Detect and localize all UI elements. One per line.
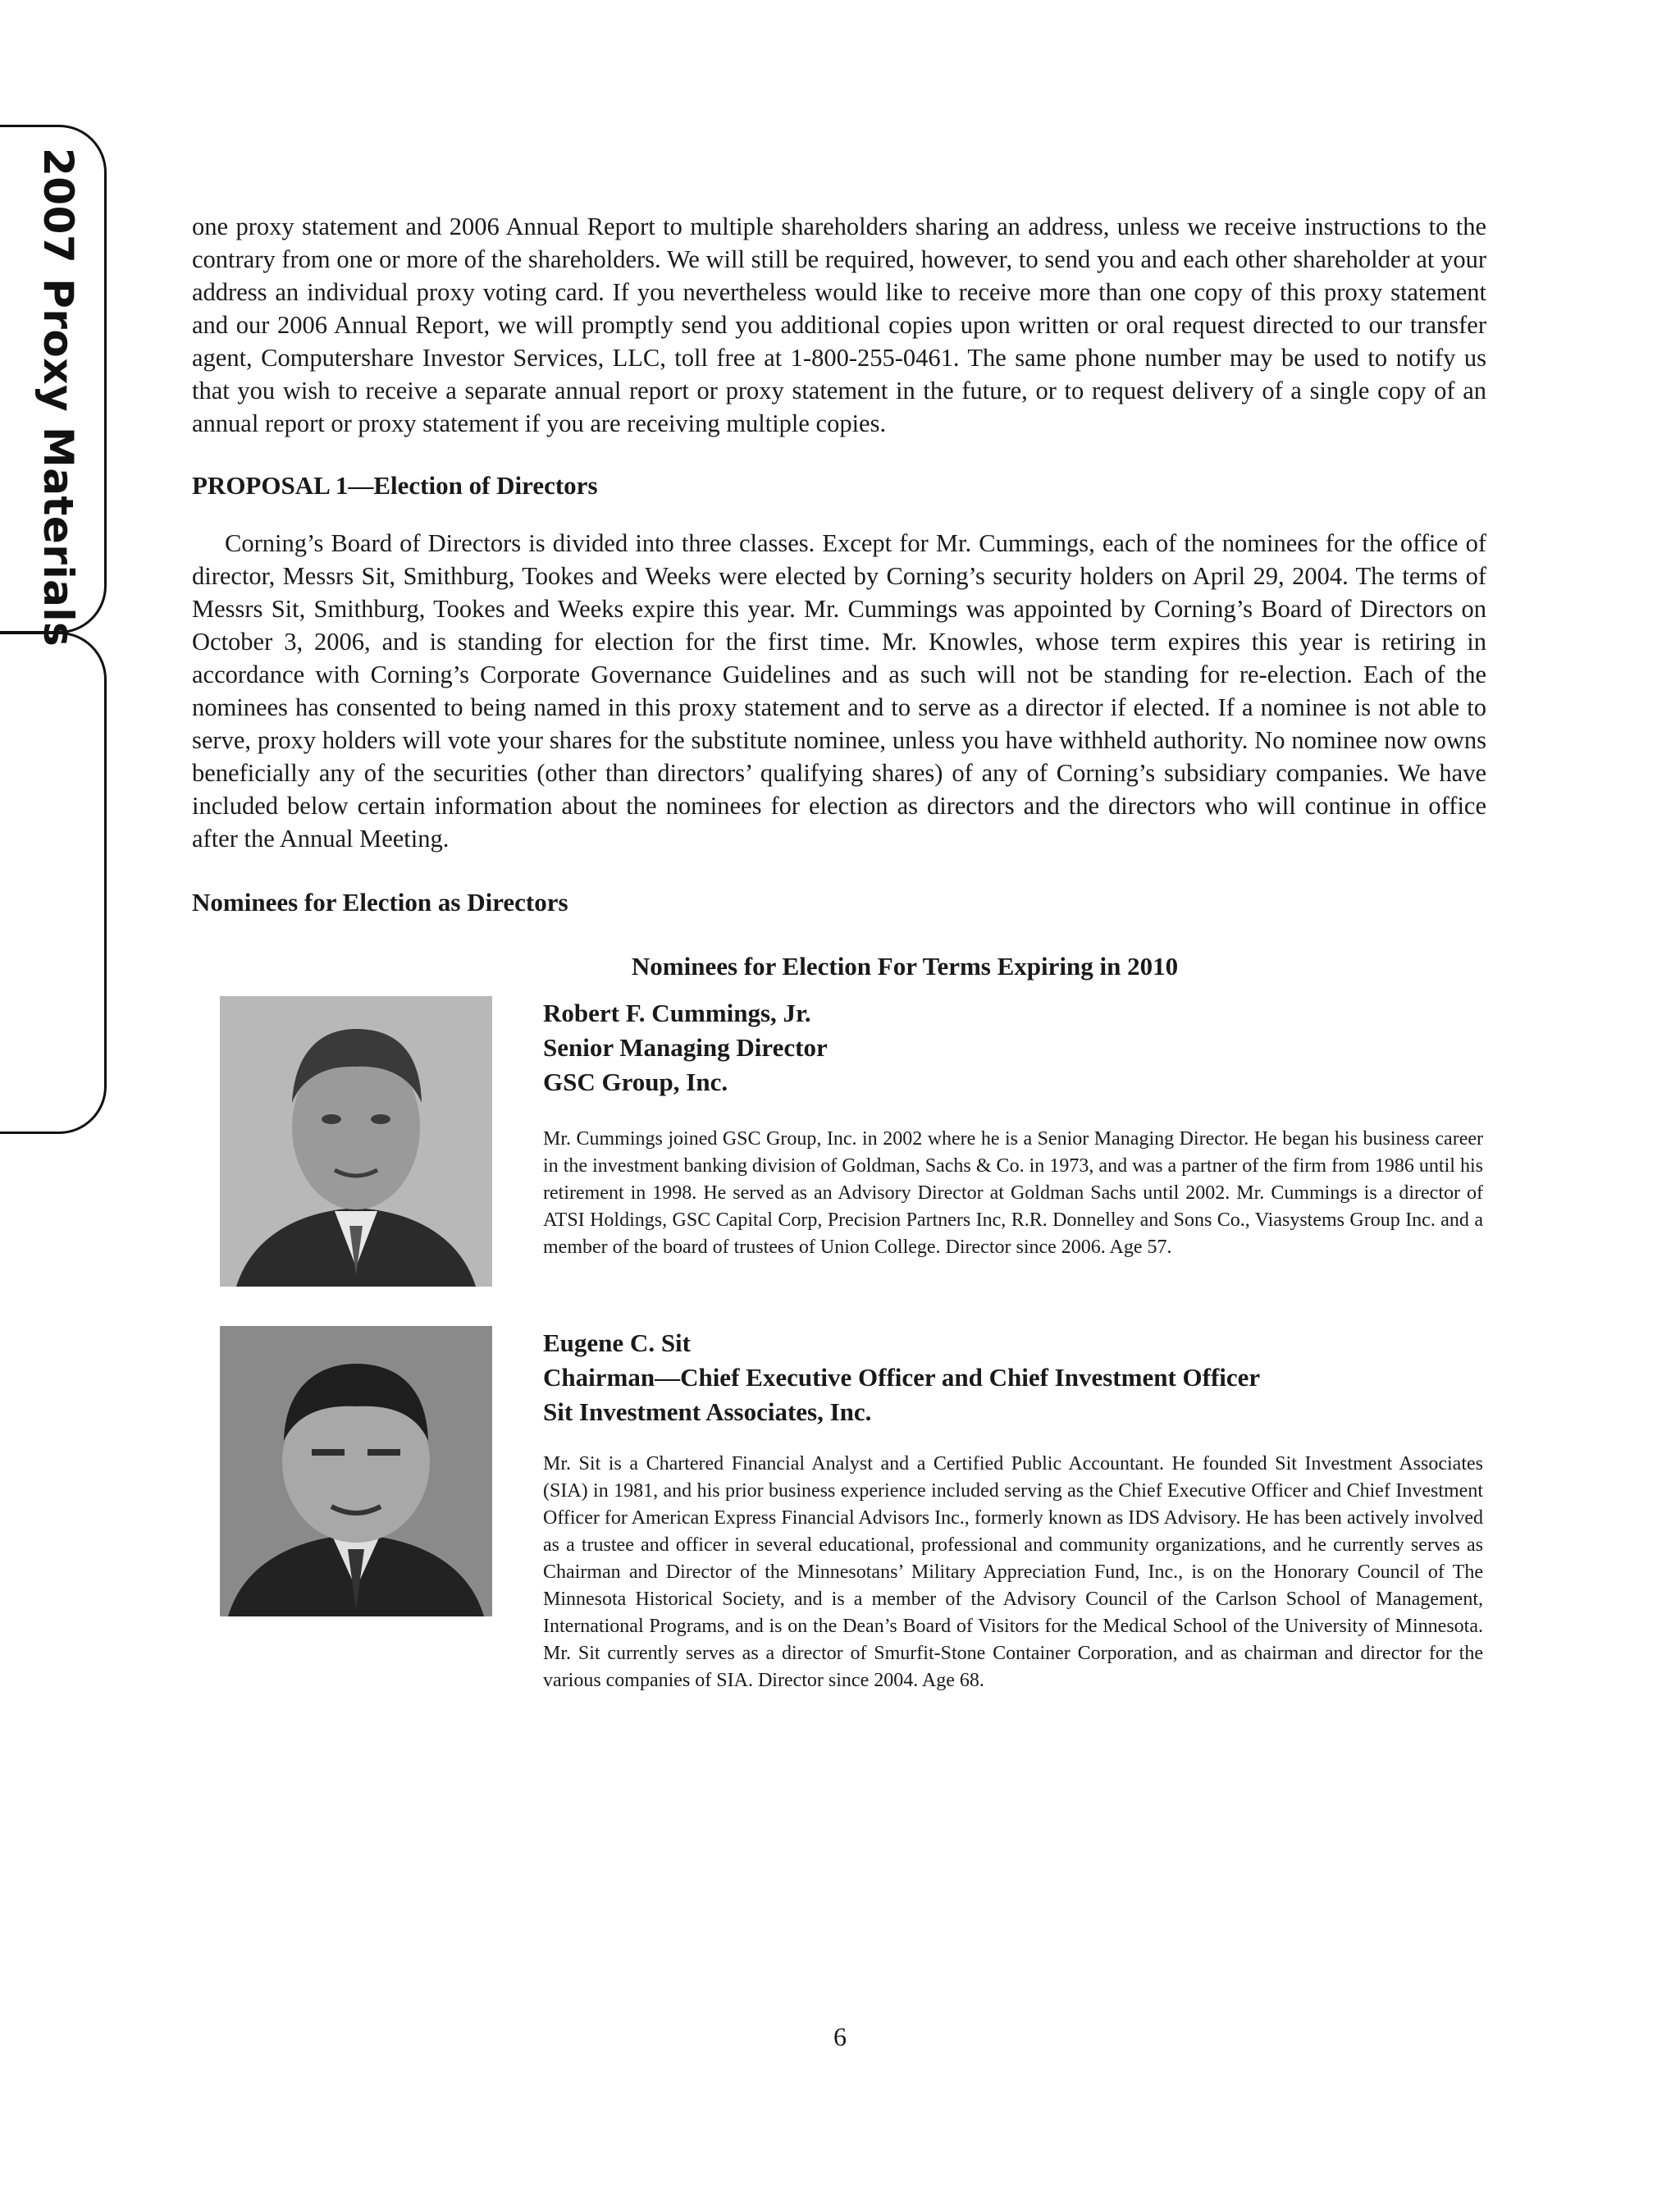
nominee-title: Senior Managing Director <box>543 1033 828 1062</box>
proposal-paragraph: Corning’s Board of Directors is divided into three classes. Except for Mr. Cummings, each of the nominees for the office of director, Messrs Sit, Smithburg, Tookes and Weeks were elected by Corning’s security holders on April 29, 2004. The terms of Messrs Sit, Smithburg, Tookes and Weeks expire this year. Mr. Cummings was appointed by Corning’s Board of Directors on October 3, 2006, and is standing for election for the first time. Mr. Knowles, whose term expires this year is retiring in accordance with Corning’s Corporate Governance Guidelines and as such will not be standing for re-election. Each of the nominees has consented to being named in this proxy statement and to serve as a director if elected. If a nominee is not able to serve, proxy holders will vote your shares for the substitute nominee, unless you have withheld authority. No nominee now owns beneficially any of the securities (other than directors’ qualifying shares) of any of Corning’s subsidiary companies. We have included below certain information about the nominees for election as directors and the directors who will continue in office after the Annual Meeting. <box>192 529 1486 853</box>
nominee-company: GSC Group, Inc. <box>543 1068 728 1096</box>
nominee-name: Eugene C. Sit <box>543 1328 691 1357</box>
portrait-image <box>220 996 492 1287</box>
nominee-photo-cummings <box>220 996 492 1287</box>
intro-paragraph: one proxy statement and 2006 Annual Report to multiple shareholders sharing an address, unless we receive instructions to the contrary from one or more of the shareholders. We will still be required, however, to send you and each other shareholder at your address an individual proxy voting card. If you nevertheless would like to receive more than one copy of this proxy statement and our 2006 Annual Report, we will promptly send you additional copies upon written or oral request directed to our transfer agent, Computershare Investor Services, LLC, toll free at 1-800-255-0461. The same phone number may be used to notify us that you wish to receive a separate annual report or proxy statement in the future, or to request delivery of a single copy of an annual report or proxy statement if you are receiving multiple copies. <box>192 213 1486 437</box>
portrait-image <box>220 1326 492 1616</box>
page-content <box>192 210 1486 1694</box>
page-number: 6 <box>833 2022 847 2051</box>
nominee-text-cummings <box>543 996 1483 1261</box>
nominee-text-sit <box>543 1326 1483 1694</box>
nominee-sit <box>192 1326 1486 1694</box>
term-heading: Nominees for Election For Terms Expiring in 2010 <box>631 952 1179 981</box>
nominee-title: Chairman—Chief Executive Officer and Chief Investment Officer <box>543 1363 1261 1392</box>
proposal-heading: PROPOSAL 1—Election of Directors <box>192 471 598 500</box>
nominee-photo-sit <box>220 1326 492 1616</box>
side-tab-lower <box>0 632 107 1134</box>
nominee-cummings <box>192 996 1486 1287</box>
nominee-bio: Mr. Cummings joined GSC Group, Inc. in 2002 where he is a Senior Managing Director. He began his business career in the investment banking division of Goldman, Sachs & Co. in 1973, and was a partner of the firm from 1986 until his retirement in 1998. He served as an Advisory Director at Goldman Sachs until 2002. Mr. Cummings is a director of ATSI Holdings, GSC Capital Corp, Precision Partners Inc, R.R. Donnelley and Sons Co., Viasystems Group Inc. and a member of the board of trustees of Union College. Director since 2006. Age 57. <box>543 1128 1483 1258</box>
nominee-bio: Mr. Sit is a Chartered Financial Analyst and a Certified Public Accountant. He founded Sit Investment Associates (SIA) in 1981, and his prior business experience included serving as the Chief Executive Officer and Chief Investment Officer for American Express Financial Advisors Inc., formerly known as IDS Advisory. He has been actively involved as a trustee and officer in several educational, professional and community organizations, and he currently serves as Chairman and Director of the Minnesotans’ Military Appreciation Fund, Inc., is on the Honorary Council of The Minnesota Historical Society, and is a member of the Advisory Council of the Carlson School of Management, International Programs, and is on the Dean’s Board of Visitors for the Medical School of the University of Minnesota. Mr. Sit currently serves as a director of Smurfit-Stone Container Corporation, and as chairman and director for the various companies of SIA. Director since 2004. Age 68. <box>543 1453 1483 1691</box>
nominee-name: Robert F. Cummings, Jr. <box>543 999 811 1027</box>
nominee-company: Sit Investment Associates, Inc. <box>543 1397 872 1426</box>
nominees-heading: Nominees for Election as Directors <box>192 888 568 917</box>
side-tab-label: 2007 Proxy Materials <box>34 148 82 647</box>
